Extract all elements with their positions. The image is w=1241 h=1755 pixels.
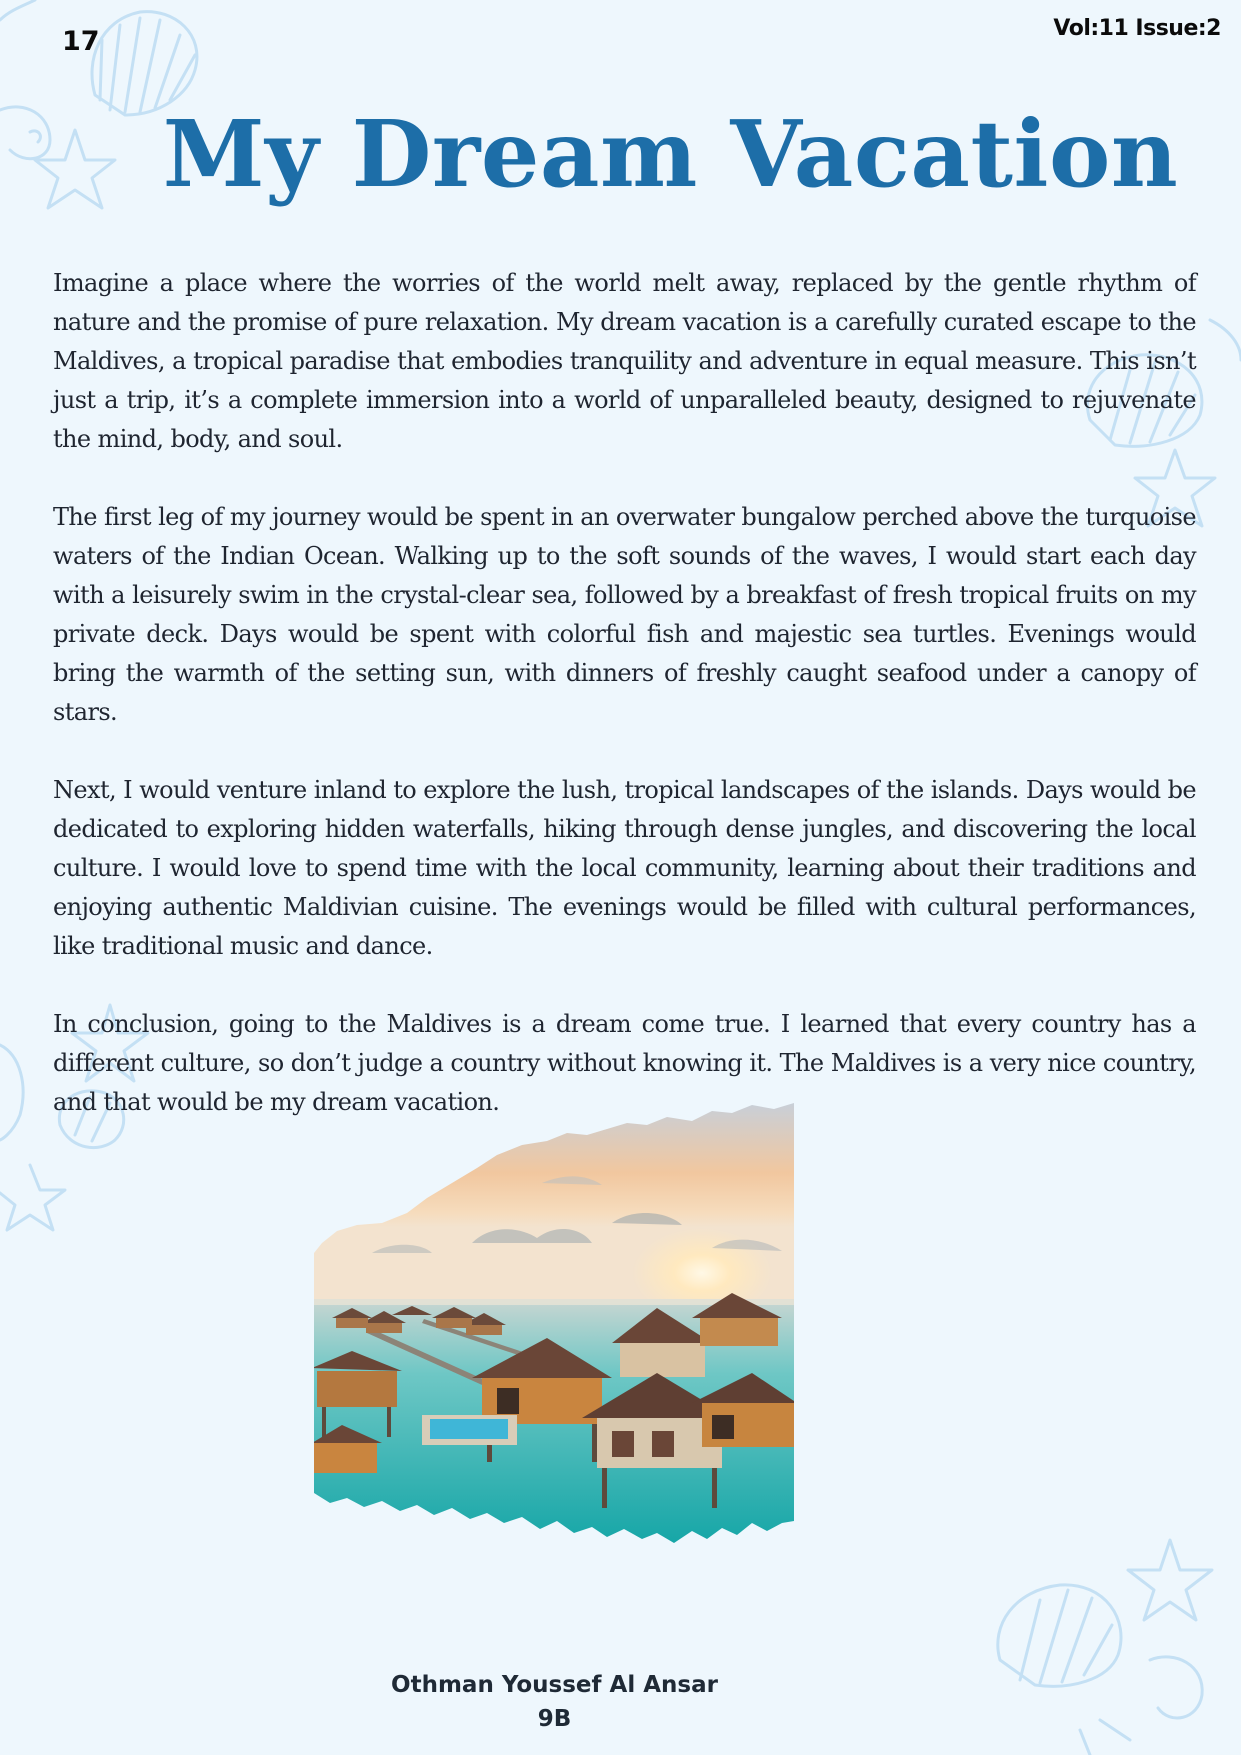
author-class: 9B	[537, 1706, 572, 1732]
article-body	[53, 264, 1196, 1161]
maldives-bungalows-photo	[312, 1103, 797, 1543]
article-paragraph: The first leg of my journey would be spent in an overwater bungalow perched above the turquoise waters of the Indian Ocean. Walking up to the soft sounds of the waves, I would start each day with a leisurely swim in the crystal-clear sea, followed by a breakfast of fresh tropical fruits on my private deck. Days would be spent with colorful fish and majestic sea turtles. Evenings would bring the warmth of the setting sun, with dinners of freshly caught seafood under a canopy of stars.	[53, 503, 1196, 726]
issue-label: Vol:11 Issue:2	[1053, 16, 1221, 41]
page-title: My Dream Vacation	[162, 100, 1179, 208]
author-name: Othman Youssef Al Ansar	[391, 1672, 718, 1698]
article-paragraph: Next, I would venture inland to explore the lush, tropical landscapes of the islands. Days would be dedicated to exploring hidden waterfalls, hiking through dense jungles, and discovering the local culture. I would love to spend time with the local community, learning about their traditions and enjoying authentic Maldivian cuisine. The evenings would be filled with cultural performances, like traditional music and dance.	[53, 776, 1196, 960]
author-credit	[0, 1668, 1109, 1736]
article-paragraph: Imagine a place where the worries of the world melt away, replaced by the gentle rhythm of nature and the promise of pure relaxation. My dream vacation is a carefully curated escape to the Maldives, a tropical paradise that embodies tranquility and adventure in equal measure. This isn’t just a trip, it’s a complete immersion into a world of unparalleled beauty, designed to rejuvenate the mind, body, and soul.	[53, 269, 1196, 453]
article-paragraph: In conclusion, going to the Maldives is a dream come true. I learned that every country has a different culture, so don’t judge a country without knowing it. The Maldives is a very nice country, and that would be my dream vacation.	[53, 1010, 1196, 1116]
page-number: 17	[62, 26, 100, 57]
